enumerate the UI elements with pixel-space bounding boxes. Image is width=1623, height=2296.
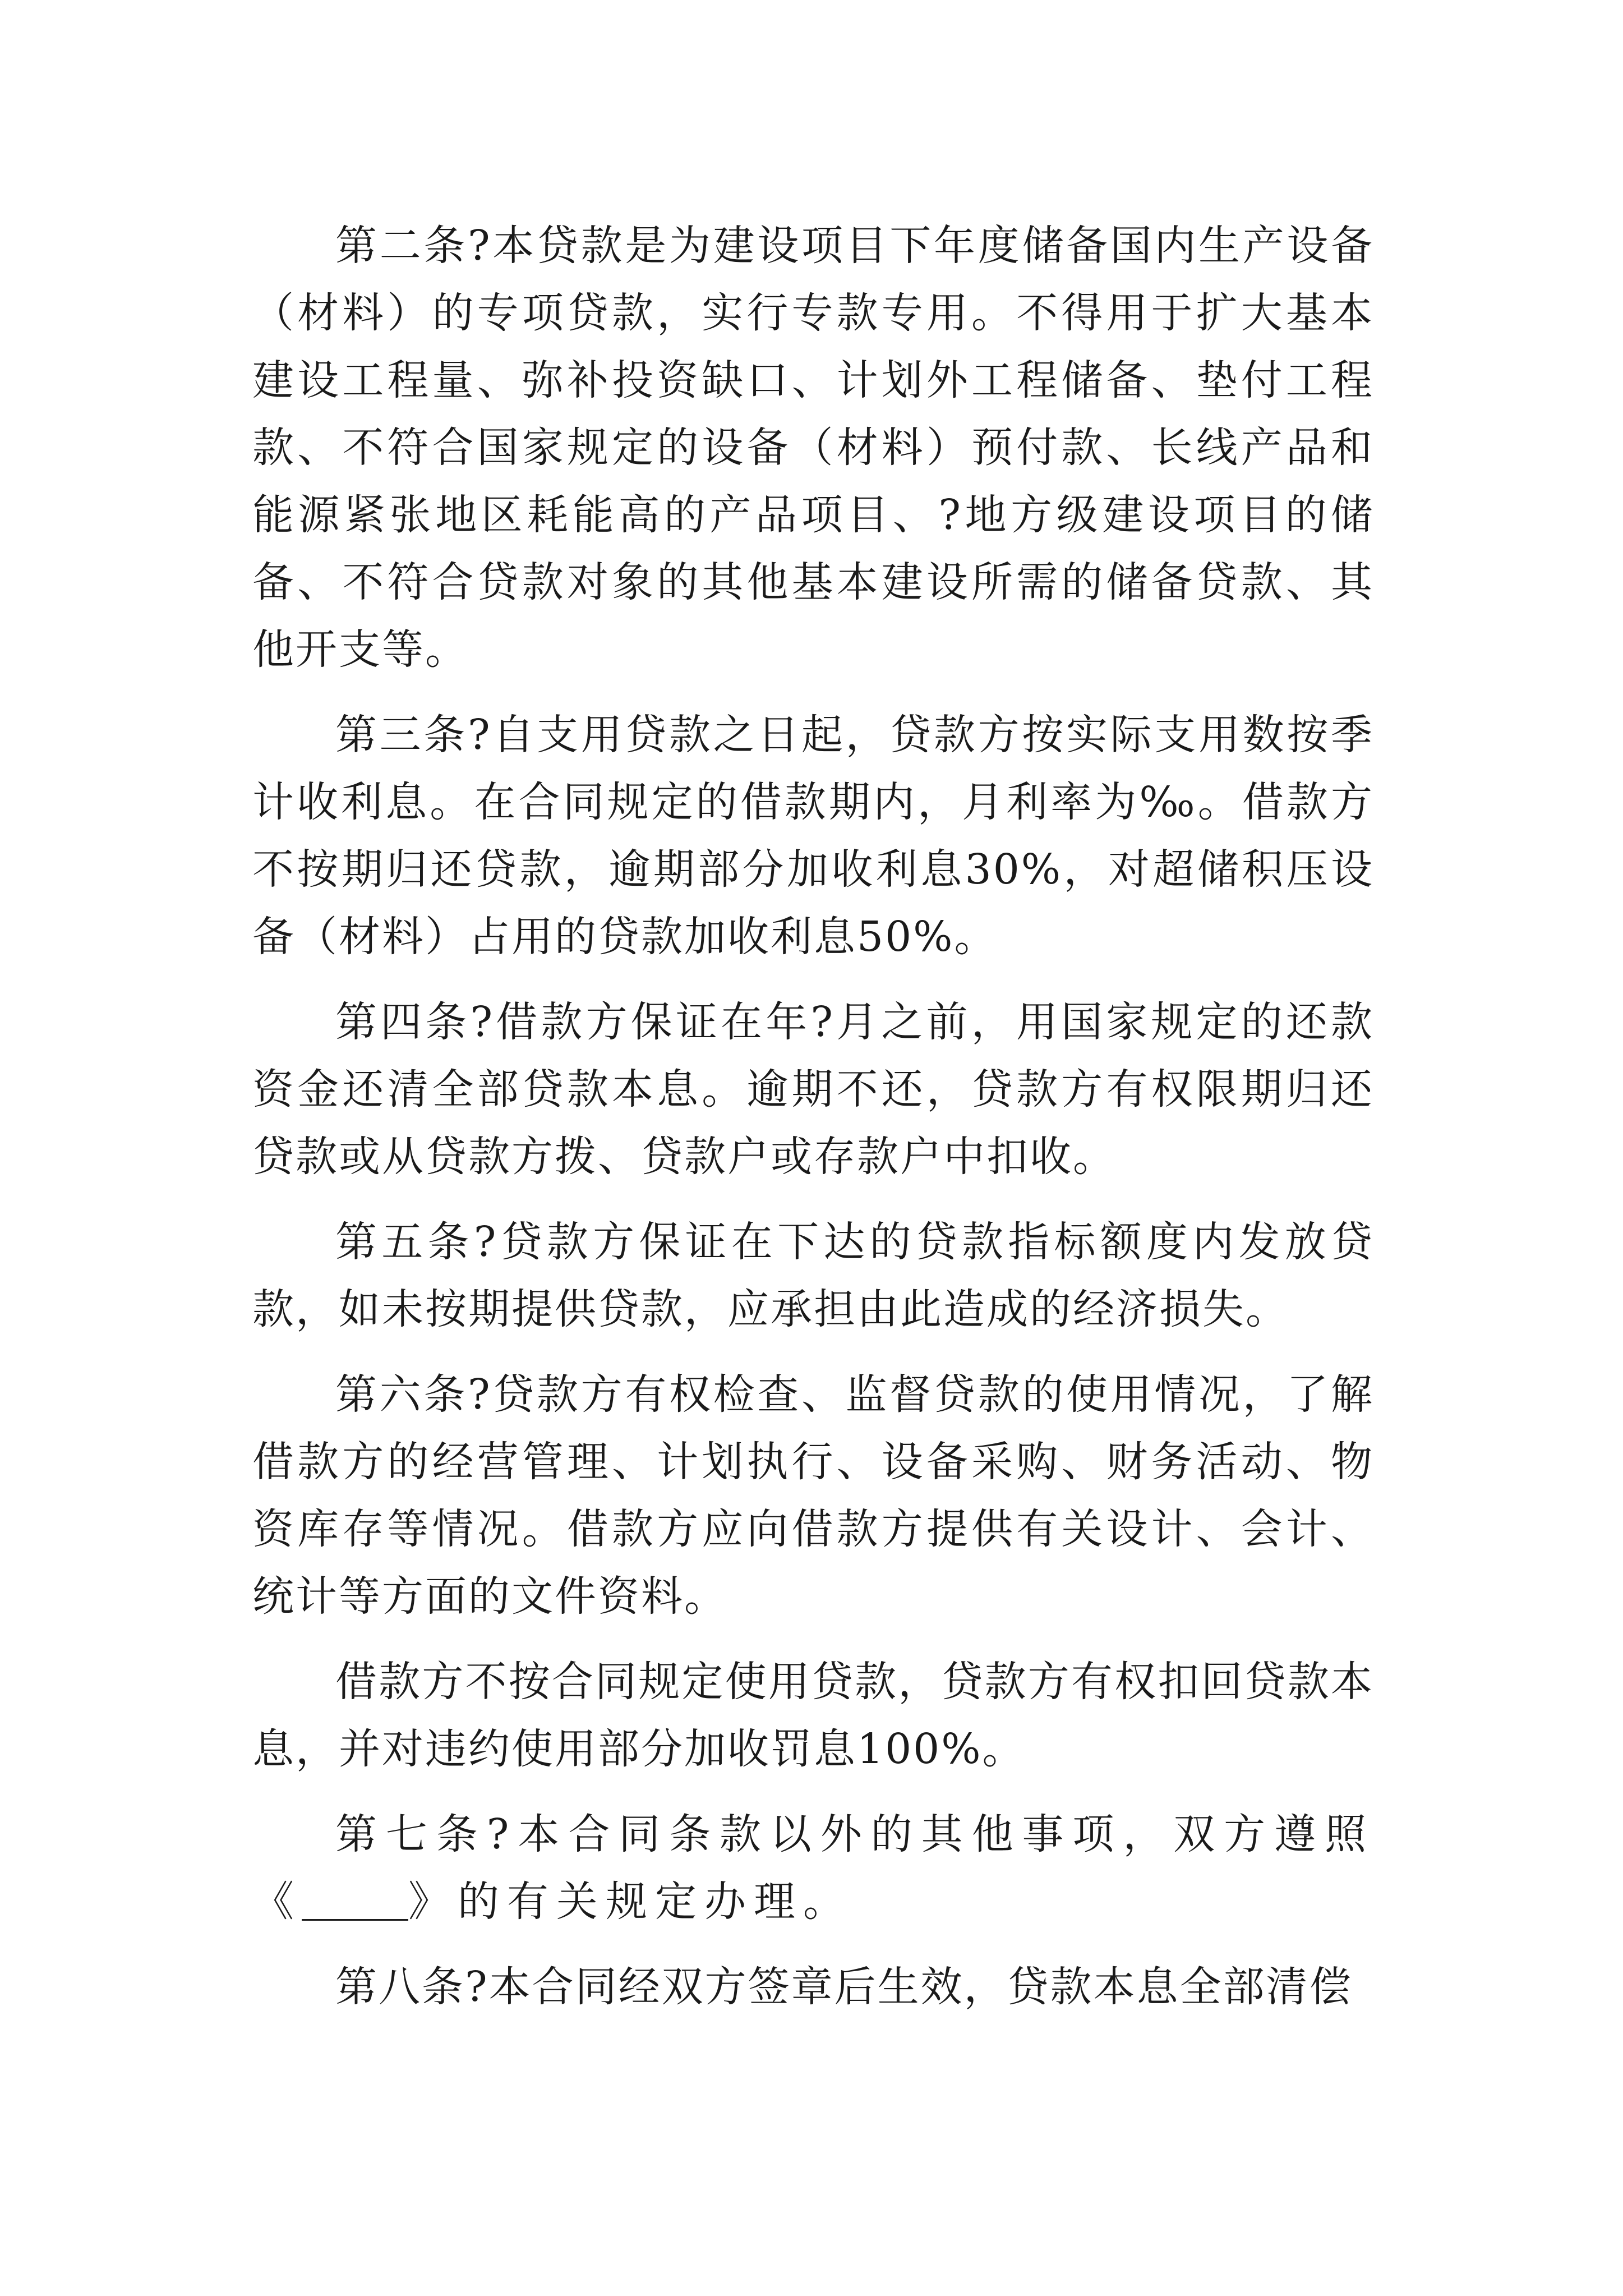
article-8-paragraph: 第八条?本合同经双方签章后生效，贷款本息全部清偿 xyxy=(335,1963,1353,2011)
article-7-quote-close: 》的有关规定办理。 xyxy=(408,1878,852,1926)
article-6-continuation-paragraph: 借款方不按合同规定使用贷款，贷款方有权扣回贷款本息，并对违约使用部分加收罚息100%。 xyxy=(252,1658,1374,1773)
article-3-paragraph: 第三条?自支用贷款之日起，贷款方按实际支用数按季计收利息。在合同规定的借款期内，月利率为‰。借款方不按期归还贷款，逾期部分加收利息30%，对超储积压设备（材料）占用的贷款加收利息50%。 xyxy=(252,711,1374,961)
article-7-paragraph xyxy=(252,1801,1374,1935)
article-5-paragraph: 第五条?贷款方保证在下达的贷款指标额度内发放贷款，如未按期提供贷款，应承担由此造成的经济损失。 xyxy=(252,1218,1374,1333)
article-6-paragraph: 第六条?贷款方有权检查、监督贷款的使用情况，了解借款方的经营管理、计划执行、设备采购、财务活动、物资库存等情况。借款方应向借款方提供有关设计、会计、统计等方面的文件资料。 xyxy=(252,1370,1374,1621)
article-7-text: 第七条?本合同条款以外的其他事项，双方遵照 xyxy=(335,1810,1374,1858)
article-7-quote-open: 《 xyxy=(252,1878,302,1926)
document-body xyxy=(252,212,1374,2039)
article-2-paragraph: 第二条?本贷款是为建设项目下年度储备国内生产设备（材料）的专项贷款，实行专款专用。不得用于扩大基本建设工程量、弥补投资缺口、计划外工程储备、垫付工程款、不符合国家规定的设备（材料）预付款、长线产品和能源紧张地区耗能高的产品项目、?地方级建设项目的储备、不符合贷款对象的其他基本建设所需的储备贷款、其他开支等。 xyxy=(252,222,1374,674)
article-4-paragraph: 第四条?借款方保证在年?月之前，用国家规定的还款资金还清全部贷款本息。逾期不还，贷款方有权限期归还贷款或从贷款方拨、贷款户或存款户中扣收。 xyxy=(252,998,1374,1181)
article-7-blank-line xyxy=(302,1878,408,1921)
